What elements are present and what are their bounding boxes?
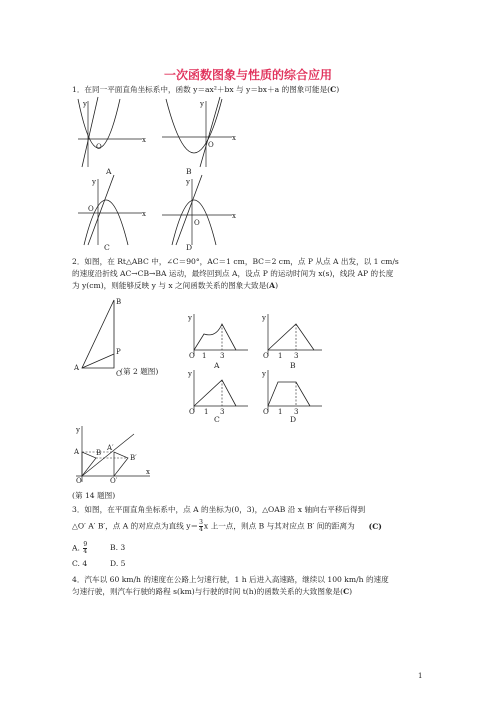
svg-text:1: 1 — [278, 352, 283, 360]
svg-text:1: 1 — [278, 408, 283, 416]
svg-text:y: y — [83, 100, 87, 108]
svg-text:x: x — [232, 212, 236, 220]
q3-fig-x: x — [146, 468, 150, 476]
q1-answer: C — [330, 85, 337, 94]
q2-graph-a — [186, 312, 250, 360]
q3-figure-caption: (第 14 题图) — [72, 491, 116, 500]
q4-answer: C — [343, 587, 350, 596]
q2-figure-caption: (第 2 题图) — [120, 367, 159, 376]
q2-graph-d — [260, 368, 324, 416]
svg-text:3: 3 — [220, 352, 225, 360]
svg-text:O: O — [88, 205, 94, 213]
q3-fraction: $\frac{3}{4}$ — [199, 519, 203, 533]
svg-text:O: O — [189, 408, 195, 416]
q3-option-d: D. 5 — [110, 559, 126, 568]
q1-label-d: D — [186, 243, 193, 252]
q2-label-d: D — [290, 415, 297, 424]
q2-label-p: P — [116, 348, 121, 356]
svg-text:3: 3 — [294, 352, 299, 360]
svg-text:y: y — [188, 314, 192, 322]
q2-answer: A — [269, 281, 276, 290]
q2-line-2: 的速度沿折线 AC→CB→BA 运动，最终回到点 A，设点 P 的运动时间为 x(s)，线段 AP 的长度 — [72, 269, 394, 278]
q2-triangle-figure — [72, 296, 132, 376]
q1-label-b: B — [186, 167, 192, 176]
q1-graph-d — [160, 175, 238, 247]
q3-figure — [72, 424, 152, 484]
svg-text:O: O — [263, 408, 269, 416]
page-title: 一次函数图象与性质的综合应用 — [163, 68, 332, 82]
svg-text:O: O — [194, 219, 200, 227]
svg-text:y: y — [188, 370, 192, 378]
q2-label-a: A — [214, 361, 220, 370]
q2-label-c: C — [116, 370, 122, 378]
q1-graph-c — [76, 175, 148, 247]
svg-text:y: y — [262, 314, 266, 322]
page-number: 1 — [418, 672, 423, 680]
q2-label-a: A — [74, 364, 80, 372]
q4-line-1: 4．汽车以 60 km/h 的速度在公路上匀速行驶，1 h 后进入高速路，继续以 100 km/h 的速度 — [72, 575, 389, 584]
svg-text:x: x — [142, 136, 146, 144]
q3-fig-y: y — [76, 426, 80, 434]
svg-text:y: y — [186, 178, 190, 186]
svg-text:1: 1 — [204, 408, 209, 416]
svg-text:3: 3 — [294, 408, 299, 416]
q1-text: 1．在同一平面直角坐标系中，函数 y＝ax²＋bx 与 y＝bx＋a 的图象可能是(C) — [72, 85, 340, 94]
svg-text:O: O — [263, 352, 269, 360]
svg-text:O: O — [189, 352, 195, 360]
svg-text:y: y — [92, 178, 96, 186]
q3-answer: (C) — [368, 521, 382, 531]
q2-label-c: C — [214, 415, 220, 424]
svg-text:x: x — [142, 210, 146, 218]
q3-fig-o-prime: O′ — [110, 477, 118, 485]
svg-text:O: O — [96, 143, 102, 151]
svg-text:1: 1 — [202, 352, 207, 360]
q4-line-2: 匀速行驶，则汽车行驶的路程 s(km)与行驶的时间 t(h)的函数关系的大致图象是(C) — [72, 587, 353, 596]
q3-option-b: B. 3 — [110, 543, 126, 552]
q3-fig-a: A — [74, 448, 80, 456]
q2-line-1: 2．如图，在 Rt△ABC 中，∠C＝90°，AC＝1 cm，BC＝2 cm，点 P 从点 A 出发，以 1 cm/s — [72, 257, 399, 266]
q2-line-3: 为 y(cm)，则能够反映 y 与 x 之间函数关系的图象大致是(A) — [72, 281, 279, 290]
q2-label-b: B — [290, 361, 296, 370]
svg-text:3: 3 — [220, 408, 225, 416]
svg-text:O: O — [208, 141, 214, 149]
q3-fig-b-prime: B′ — [130, 454, 137, 462]
q3-line-1: 3．如图，在平面直角坐标系中，点 A 的坐标为(0，3)，△OAB 沿 x 轴向右平移后得到 — [72, 505, 366, 514]
q3-fig-o: O — [76, 477, 82, 485]
q2-graph-b — [260, 312, 324, 360]
q1-label-c: C — [104, 243, 110, 252]
q1-graph-b — [160, 97, 238, 169]
q3-line-2: △O′ A′ B′，点 A 的对应点为直线 y＝ $\frac{3}{4}$ x 上一点，则点 B 与其对应点 B′ 间的距离为 (C) — [72, 519, 382, 533]
svg-text:y: y — [200, 100, 204, 108]
svg-text:y: y — [262, 370, 266, 378]
q3-option-a: A. $\frac{9}{4}$ — [72, 541, 88, 555]
q3-fig-b: B — [96, 449, 102, 457]
q2-graph-c — [186, 368, 250, 416]
q1-label-a: A — [106, 167, 112, 176]
svg-text:x: x — [232, 134, 236, 142]
q1-graph-a — [76, 97, 148, 169]
q2-label-b: B — [116, 298, 122, 306]
q3-option-c: C. 4 — [72, 559, 88, 568]
q3-fig-a-prime: A′ — [107, 444, 114, 452]
